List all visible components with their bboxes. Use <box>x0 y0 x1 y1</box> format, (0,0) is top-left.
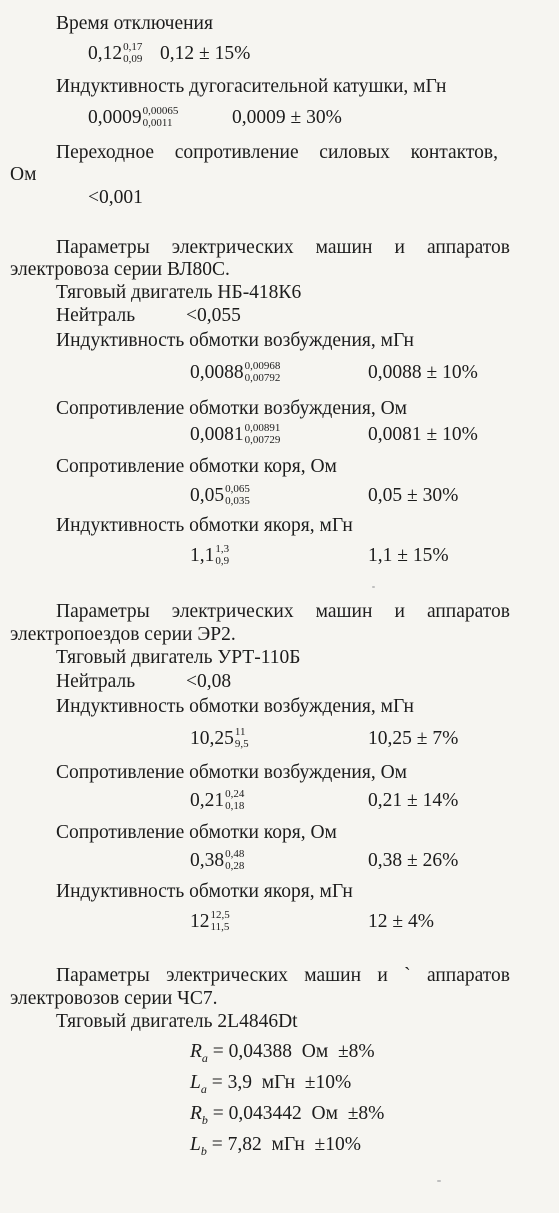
ind-range <box>88 106 178 131</box>
time-label: Время отключения <box>56 13 213 34</box>
er2-row-range <box>190 910 230 935</box>
nominal-value: 10,25 <box>190 728 234 749</box>
lower-limit: 9,5 <box>234 737 249 750</box>
upper-limit: 0,00968 <box>244 359 281 372</box>
vl80s-heading-line1: Параметры электрических машин и аппаратов <box>56 237 510 258</box>
upper-limit: 0,48 <box>225 847 245 860</box>
vl80s-row-label: Сопротивление обмотки коря, Ом <box>56 456 337 477</box>
lower-limit: 0,00792 <box>244 371 281 384</box>
formula-sub: a <box>200 1082 207 1096</box>
er2-neutral-value: <0,08 <box>186 671 232 692</box>
formula-var: R <box>190 1103 202 1124</box>
er2-row-tolerance: 0,21 ± 14% <box>368 790 459 811</box>
nominal-value: 0,0088 <box>190 362 244 383</box>
formula-var: L <box>190 1134 201 1155</box>
ind-label: Индуктивность дугогасительной катушки, мГн <box>56 76 447 97</box>
nominal-value: 0,05 <box>190 485 225 506</box>
chs7-formula <box>190 1102 384 1127</box>
chs7-formula <box>190 1133 361 1158</box>
scan-speck <box>372 586 375 588</box>
vl80s-row-tolerance: 1,1 ± 15% <box>368 545 449 566</box>
lower-limit: 0,00729 <box>244 433 281 446</box>
vl80s-row-range <box>190 361 280 386</box>
time-lower: 0,09 <box>123 52 143 65</box>
vl80s-motor: Тяговый двигатель НБ-418К6 <box>56 282 302 303</box>
vl80s-row-range <box>190 544 229 569</box>
formula-rest: = 7,82 мГн ±10% <box>206 1134 361 1155</box>
er2-row-label: Индуктивность обмотки якоря, мГн <box>56 881 353 902</box>
er2-row-label: Сопротивление обмотки коря, Ом <box>56 822 337 843</box>
ind-nominal: 0,0009 <box>88 107 142 128</box>
er2-heading-line2: электропоездов серии ЭР2. <box>10 624 236 645</box>
upper-limit: 1,3 <box>215 542 230 555</box>
vl80s-row-label: Индуктивность обмотки якоря, мГн <box>56 515 353 536</box>
vl80s-row-range <box>190 423 280 448</box>
er2-neutral-label: Нейтраль <box>56 671 136 692</box>
upper-limit: 11 <box>234 725 246 738</box>
chs7-heading-line2: электровозов серии ЧС7. <box>10 988 218 1009</box>
res-label-line2: Ом <box>10 164 37 185</box>
lower-limit: 0,035 <box>225 494 250 507</box>
er2-row-range <box>190 727 249 752</box>
er2-row-tolerance: 10,25 ± 7% <box>368 728 459 749</box>
lower-limit: 0,18 <box>225 799 245 812</box>
vl80s-row-tolerance: 0,05 ± 30% <box>368 485 459 506</box>
nominal-value: 12 <box>190 911 210 932</box>
ind-upper: 0,00065 <box>142 104 179 117</box>
er2-row-label: Сопротивление обмотки возбуждения, Ом <box>56 762 408 783</box>
time-upper: 0,17 <box>123 40 143 53</box>
vl80s-neutral-value: <0,055 <box>186 305 241 326</box>
formula-var: L <box>190 1072 201 1093</box>
lower-limit: 11,5 <box>210 920 230 933</box>
ind-lower: 0,0011 <box>142 116 173 129</box>
chs7-motor: Тяговый двигатель 2L4846Dt <box>56 1011 298 1032</box>
vl80s-row-label: Сопротивление обмотки возбуждения, Ом <box>56 398 408 419</box>
ind-tolerance: 0,0009 ± 30% <box>232 107 342 128</box>
chs7-formula <box>190 1040 375 1065</box>
formula-sub: b <box>200 1144 207 1158</box>
time-range <box>88 42 142 67</box>
er2-heading-line1: Параметры электрических машин и аппаратов <box>56 601 510 622</box>
upper-limit: 12,5 <box>210 908 230 921</box>
er2-motor: Тяговый двигатель УРТ-110Б <box>56 647 301 668</box>
er2-row-label: Индуктивность обмотки возбуждения, мГн <box>56 696 414 717</box>
upper-limit: 0,065 <box>225 482 250 495</box>
lower-limit: 0,28 <box>225 859 245 872</box>
vl80s-row-tolerance: 0,0088 ± 10% <box>368 362 478 383</box>
nominal-value: 0,0081 <box>190 424 244 445</box>
er2-row-range <box>190 789 244 814</box>
time-nominal: 0,12 <box>88 43 123 64</box>
nominal-value: 1,1 <box>190 545 215 566</box>
vl80s-row-label: Индуктивность обмотки возбуждения, мГн <box>56 330 414 351</box>
er2-row-range <box>190 849 244 874</box>
chs7-formula <box>190 1071 351 1096</box>
formula-rest: = 0,043442 Ом ±8% <box>207 1103 385 1124</box>
vl80s-neutral-label: Нейтраль <box>56 305 136 326</box>
formula-sub: a <box>201 1051 208 1065</box>
chs7-heading-line1: Параметры электрических машин и ` аппаратов <box>56 965 510 986</box>
er2-row-tolerance: 0,38 ± 26% <box>368 850 459 871</box>
nominal-value: 0,38 <box>190 850 225 871</box>
vl80s-row-range <box>190 484 250 509</box>
time-tolerance: 0,12 ± 15% <box>160 43 251 64</box>
upper-limit: 0,24 <box>225 787 245 800</box>
scan-speck <box>437 1180 441 1182</box>
er2-row-tolerance: 12 ± 4% <box>368 911 434 932</box>
res-value: <0,001 <box>88 187 143 208</box>
res-label-line1: Переходное сопротивление силовых контактов, <box>56 142 498 163</box>
vl80s-heading-line2: электровоза серии ВЛ80С. <box>10 259 230 280</box>
formula-rest: = 3,9 мГн ±10% <box>206 1072 352 1093</box>
formula-rest: = 0,04388 Ом ±8% <box>207 1041 375 1062</box>
vl80s-row-tolerance: 0,0081 ± 10% <box>368 424 478 445</box>
formula-var: R <box>190 1041 202 1062</box>
upper-limit: 0,00891 <box>244 421 281 434</box>
formula-sub: b <box>201 1113 208 1127</box>
nominal-value: 0,21 <box>190 790 225 811</box>
lower-limit: 0,9 <box>215 554 230 567</box>
